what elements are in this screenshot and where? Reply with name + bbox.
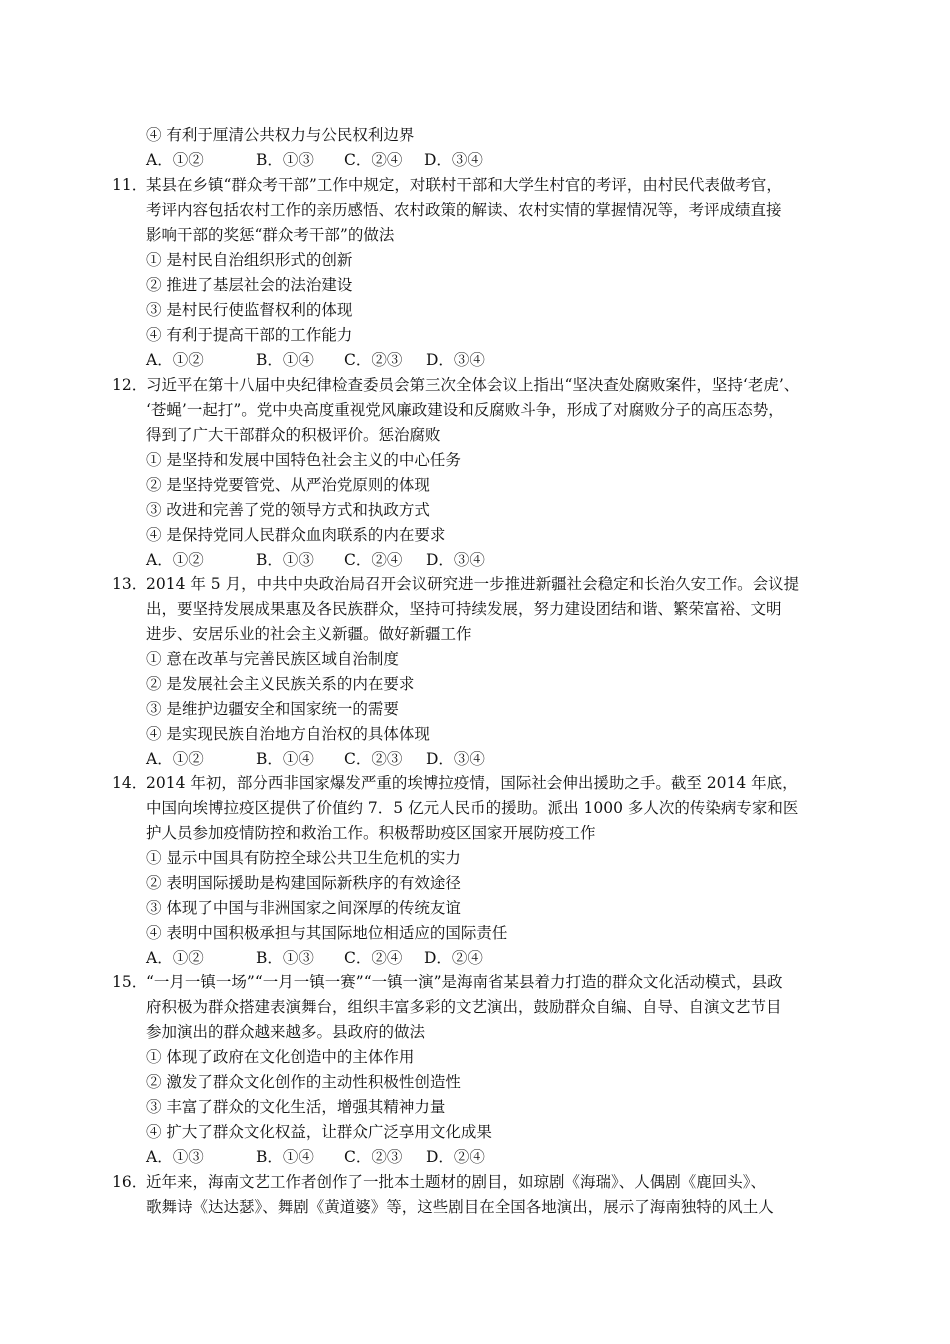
answer-a: A．①②	[146, 750, 204, 768]
question-stem: 近年来，海南文艺工作者创作了一批本土题材的剧目，如琼剧《海瑞》、人偶剧《鹿回头》、	[146, 1173, 767, 1191]
question-option: ① 意在改革与完善民族区域自治制度	[146, 650, 399, 668]
question-option: ④ 有利于提高干部的工作能力	[146, 326, 353, 344]
question-option: ① 是村民自治组织形式的创新	[146, 251, 353, 269]
answer-d: D．②④	[424, 949, 483, 967]
question-option: ③ 改进和完善了党的领导方式和执政方式	[146, 501, 430, 519]
answer-c: C．②③	[344, 351, 403, 369]
question-stem: 护人员参加疫情防控和救治工作。积极帮助疫区国家开展防疫工作	[146, 824, 596, 842]
answer-d: D．②④	[426, 1148, 485, 1166]
question-number: 13．	[112, 575, 148, 593]
question-option: ② 是发展社会主义民族关系的内在要求	[146, 675, 415, 693]
answer-a: A．①②	[146, 151, 204, 169]
question-stem: 参加演出的群众越来越多。县政府的做法	[146, 1023, 426, 1041]
answer-d: D．③④	[424, 151, 483, 169]
answer-d: D．③④	[426, 750, 485, 768]
question-stem: 得到了广大干部群众的积极评价。惩治腐败	[146, 426, 441, 444]
question-option: ④ 有利于厘清公共权力与公民权利边界	[146, 126, 415, 144]
question-option: ① 显示中国具有防控全球公共卫生危机的实力	[146, 849, 461, 867]
question-stem: “一月一镇一场”“一月一镇一赛”“一镇一演”是海南省某县着力打造的群众文化活动模式，县政	[146, 973, 783, 991]
question-option: ③ 是村民行使监督权利的体现	[146, 301, 353, 319]
answer-d: D．③④	[426, 351, 485, 369]
answer-a: A．①②	[146, 351, 204, 369]
question-option: ① 是坚持和发展中国特色社会主义的中心任务	[146, 451, 461, 469]
question-number: 12．	[112, 376, 148, 394]
question-stem: 2014 年初，部分西非国家爆发严重的埃博拉疫情，国际社会伸出援助之手。截至 2014 年底，	[146, 774, 798, 792]
question-stem: 府积极为群众搭建表演舞台，组织丰富多彩的文艺演出，鼓励群众自编、自导、自演文艺节目	[146, 998, 782, 1016]
question-stem: ‘苍蝇’一起打”。党中央高度重视党风廉政建设和反腐败斗争，形成了对腐败分子的高压态势，	[146, 401, 784, 419]
answer-c: C．②④	[344, 151, 403, 169]
question-number: 16．	[112, 1173, 148, 1191]
question-option: ① 体现了政府在文化创造中的主体作用	[146, 1048, 415, 1066]
question-option: ② 推进了基层社会的法治建设	[146, 276, 353, 294]
answer-c: C．②③	[344, 1148, 403, 1166]
answer-c: C．②④	[344, 949, 403, 967]
question-option: ③ 体现了中国与非洲国家之间深厚的传统友谊	[146, 899, 461, 917]
answer-a: A．①②	[146, 551, 204, 569]
question-option: ④ 是实现民族自治地方自治权的具体体现	[146, 725, 430, 743]
question-option: ② 是坚持党要管党、从严治党原则的体现	[146, 476, 430, 494]
question-stem: 习近平在第十八届中央纪律检查委员会第三次全体会议上指出“坚决查处腐败案件，坚持‘老虎’、	[146, 376, 800, 394]
answer-a: A．①③	[146, 1148, 204, 1166]
question-option: ② 表明国际援助是构建国际新秩序的有效途径	[146, 874, 461, 892]
question-stem: 歌舞诗《达达瑟》、舞剧《黄道婆》等，这些剧目在全国各地演出，展示了海南独特的风土人	[146, 1198, 774, 1216]
question-stem: 2014 年 5 月，中共中央政治局召开会议研究进一步推进新疆社会稳定和长治久安工作。会议提	[146, 575, 800, 593]
question-stem: 影响干部的奖惩“群众考干部”的做法	[146, 226, 395, 244]
answer-c: C．②③	[344, 750, 403, 768]
question-stem: 进步、安居乐业的社会主义新疆。做好新疆工作	[146, 625, 472, 643]
answer-b: B．①③	[256, 151, 314, 169]
answer-b: B．①③	[256, 551, 314, 569]
question-number: 14．	[112, 774, 148, 792]
question-option: ③ 丰富了群众的文化生活，增强其精神力量	[146, 1098, 446, 1116]
answer-b: B．①④	[256, 351, 314, 369]
answer-a: A．①②	[146, 949, 204, 967]
question-number: 15．	[112, 973, 148, 991]
question-stem: 中国向埃博拉疫区提供了价值约 7．5 亿元人民币的援助。派出 1000 多人次的传染病专家和医	[146, 799, 799, 817]
question-option: ③ 是维护边疆安全和国家统一的需要	[146, 700, 399, 718]
question-option: ④ 表明中国积极承担与其国际地位相适应的国际责任	[146, 924, 508, 942]
answer-d: D．③④	[426, 551, 485, 569]
question-stem: 某县在乡镇“群众考干部”工作中规定，对联村干部和大学生村官的考评，由村民代表做考官，	[146, 176, 782, 194]
question-option: ④ 扩大了群众文化权益，让群众广泛享用文化成果	[146, 1123, 492, 1141]
answer-b: B．①④	[256, 750, 314, 768]
question-number: 11．	[112, 176, 148, 194]
answer-b: B．①③	[256, 949, 314, 967]
answer-c: C．②④	[344, 551, 403, 569]
question-option: ② 激发了群众文化创作的主动性积极性创造性	[146, 1073, 461, 1091]
question-stem: 考评内容包括农村工作的亲历感悟、农村政策的解读、农村实情的掌握情况等，考评成绩直接	[146, 201, 782, 219]
question-stem: 出，要坚持发展成果惠及各民族群众，坚持可持续发展，努力建设团结和谐、繁荣富裕、文明	[146, 600, 782, 618]
answer-b: B．①④	[256, 1148, 314, 1166]
question-option: ④ 是保持党同人民群众血肉联系的内在要求	[146, 526, 446, 544]
